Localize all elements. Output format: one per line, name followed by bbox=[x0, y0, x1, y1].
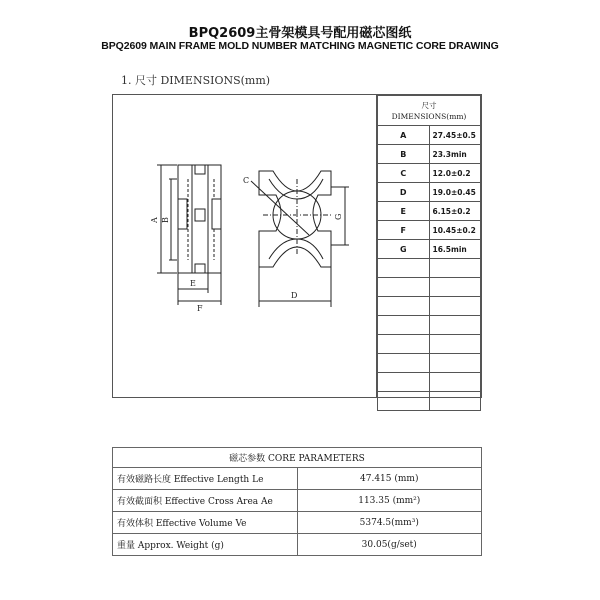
dimension-row bbox=[378, 221, 481, 240]
empty-cell bbox=[429, 354, 481, 373]
empty-cell bbox=[429, 259, 481, 278]
label-F: F bbox=[197, 304, 203, 313]
dimension-value: 6.15±0.2 bbox=[429, 202, 481, 221]
label-D: D bbox=[291, 291, 298, 300]
core-parameter-row bbox=[113, 490, 482, 512]
core-parameter-name: 有效体积 Effective Volume Ve bbox=[113, 512, 298, 534]
dimensions-table-header bbox=[378, 96, 481, 126]
page-title-chinese: BPQ2609主骨架模具号配用磁芯图纸 bbox=[188, 26, 412, 41]
dimension-key: G bbox=[378, 240, 430, 259]
core-parameter-name: 有效截面积 Effective Cross Area Ae bbox=[113, 490, 298, 512]
dimension-value: 23.3min bbox=[429, 145, 481, 164]
dimensions-panel bbox=[112, 94, 482, 398]
dimension-empty-row bbox=[378, 259, 481, 278]
core-parameter-name: 有效磁路长度 Effective Length Le bbox=[113, 468, 298, 490]
empty-cell bbox=[378, 335, 430, 354]
dimensions-header-en: DIMENSIONS(mm) bbox=[391, 111, 467, 121]
empty-cell bbox=[378, 297, 430, 316]
empty-cell bbox=[378, 278, 430, 297]
empty-cell bbox=[429, 335, 481, 354]
dimension-empty-row bbox=[378, 392, 481, 411]
dimension-row bbox=[378, 126, 481, 145]
core-drawing-svg bbox=[113, 95, 377, 397]
dimension-empty-row bbox=[378, 335, 481, 354]
dimension-value: 19.0±0.45 bbox=[429, 183, 481, 202]
core-drawing bbox=[113, 95, 377, 397]
core-parameter-value: 47.415 (mm) bbox=[297, 468, 482, 490]
dimension-empty-row bbox=[378, 278, 481, 297]
section-dimensions-label: 1. 尺寸 DIMENSIONS(mm) bbox=[121, 74, 271, 87]
label-B: B bbox=[161, 217, 170, 223]
core-parameters-header-row bbox=[113, 448, 482, 468]
core-parameter-value: 113.35 (mm²) bbox=[297, 490, 482, 512]
dimension-value: 16.5min bbox=[429, 240, 481, 259]
label-E: E bbox=[190, 279, 196, 288]
dimension-value: 27.45±0.5 bbox=[429, 126, 481, 145]
empty-cell bbox=[429, 278, 481, 297]
label-C: C bbox=[243, 176, 250, 185]
label-A: A bbox=[150, 217, 159, 223]
dimension-key: C bbox=[378, 164, 430, 183]
dimension-empty-row bbox=[378, 354, 481, 373]
dimensions-table bbox=[377, 95, 481, 411]
empty-cell bbox=[378, 392, 430, 411]
core-parameter-name: 重量 Approx. Weight (g) bbox=[113, 534, 298, 556]
empty-cell bbox=[378, 354, 430, 373]
core-parameter-value: 5374.5(mm³) bbox=[297, 512, 482, 534]
empty-cell bbox=[429, 373, 481, 392]
core-parameters-table bbox=[112, 447, 482, 556]
dimension-value: 10.45±0.2 bbox=[429, 221, 481, 240]
empty-cell bbox=[378, 259, 430, 278]
dimensions-header-cn: 尺寸 bbox=[421, 100, 437, 110]
empty-cell bbox=[429, 392, 481, 411]
label-G: G bbox=[334, 213, 343, 220]
dimension-key: E bbox=[378, 202, 430, 221]
dimension-row bbox=[378, 183, 481, 202]
core-parameter-row bbox=[113, 512, 482, 534]
dimension-key: F bbox=[378, 221, 430, 240]
dimension-row bbox=[378, 145, 481, 164]
dimension-value: 12.0±0.2 bbox=[429, 164, 481, 183]
core-parameter-row bbox=[113, 468, 482, 490]
dimension-row bbox=[378, 240, 481, 259]
dimension-key: D bbox=[378, 183, 430, 202]
dimension-empty-row bbox=[378, 373, 481, 392]
empty-cell bbox=[429, 297, 481, 316]
core-parameter-row bbox=[113, 534, 482, 556]
page-title-english: BPQ2609 MAIN FRAME MOLD NUMBER MATCHING MAGNETIC CORE DRAWING bbox=[101, 40, 499, 52]
dimension-row bbox=[378, 202, 481, 221]
dimension-key: B bbox=[378, 145, 430, 164]
core-parameters-header: 磁芯参数 CORE PARAMETERS bbox=[113, 448, 482, 468]
core-parameter-value: 30.05(g/set) bbox=[297, 534, 482, 556]
dimension-empty-row bbox=[378, 316, 481, 335]
empty-cell bbox=[378, 316, 430, 335]
dimension-empty-row bbox=[378, 297, 481, 316]
dimension-row bbox=[378, 164, 481, 183]
empty-cell bbox=[378, 373, 430, 392]
empty-cell bbox=[429, 316, 481, 335]
dimension-key: A bbox=[378, 126, 430, 145]
